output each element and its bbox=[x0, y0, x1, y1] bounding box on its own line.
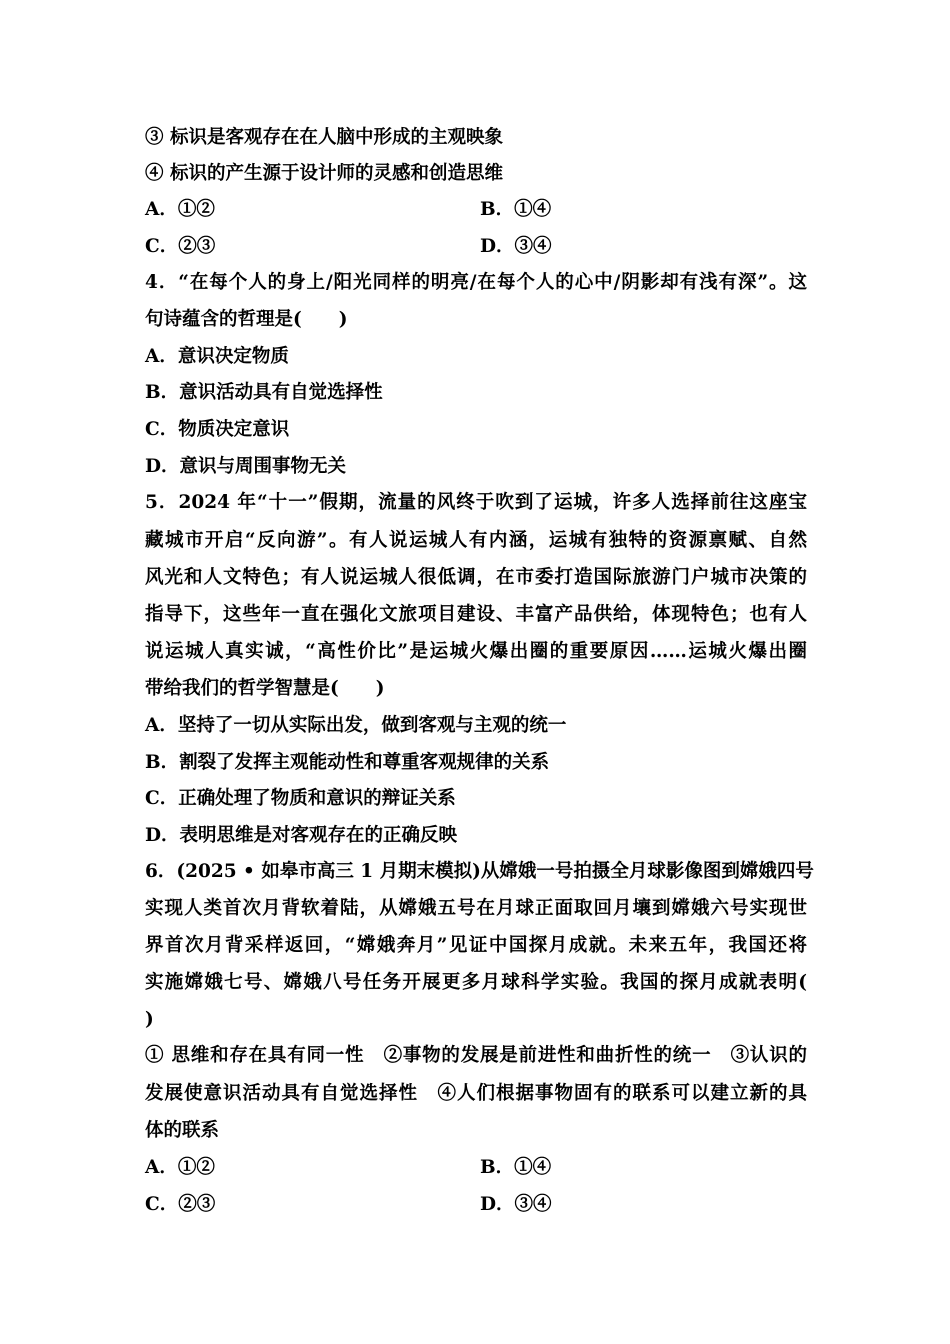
q6-stem-line-3: 界首次月背采样返回，“嫦娥奔月”见证中国探月成就。未来五年，我国还将 bbox=[145, 935, 807, 956]
q6-stem-line-4: 实施嫦娥七号、嫦娥八号任务开展更多月球科学实验。我国的探月成就表明( bbox=[145, 972, 807, 993]
q5-stem-line-6: 带给我们的哲学智慧是( ) bbox=[145, 678, 385, 699]
q5-choice-b: B．割裂了发挥主观能动性和尊重客观规律的关系 bbox=[145, 752, 550, 773]
q6-choice-c: C．②③ bbox=[145, 1194, 216, 1215]
q5-choice-d: D．表明思维是对客观存在的正确反映 bbox=[145, 825, 458, 846]
q6-choice-d: D．③④ bbox=[480, 1194, 552, 1215]
q5-choice-c: C．正确处理了物质和意识的辩证关系 bbox=[145, 788, 456, 809]
q3-option-3: ③ 标识是客观存在在人脑中形成的主观映象 bbox=[145, 127, 503, 148]
q5-stem-line-5: 说运城人真实诚，“高性价比”是运城火爆出圈的重要原因……运城火爆出圈 bbox=[145, 641, 807, 662]
q6-stem-line-2: 实现人类首次月背软着陆，从嫦娥五号在月球正面取回月壤到嫦娥六号实现世 bbox=[145, 898, 807, 919]
q6-choice-b: B．①④ bbox=[480, 1157, 552, 1178]
q6-stem-line-5: ) bbox=[145, 1009, 154, 1030]
q5-stem-line-1: 5．2024 年“十一”假期，流量的风终于吹到了运城，许多人选择前往这座宝 bbox=[145, 492, 807, 513]
q3-choice-a: A．①② bbox=[145, 199, 215, 220]
q5-stem-line-3: 风光和人文特色；有人说运城人很低调，在市委打造国际旅游门户城市决策的 bbox=[145, 567, 807, 588]
q4-stem-line-2: 句诗蕴含的哲理是( ) bbox=[145, 309, 348, 330]
q3-choice-b: B．①④ bbox=[480, 199, 552, 220]
q3-option-4: ④ 标识的产生源于设计师的灵感和创造思维 bbox=[145, 163, 503, 184]
q4-choice-d: D．意识与周围事物无关 bbox=[145, 456, 347, 477]
q4-stem-line-1: 4．“在每个人的身上/阳光同样的明亮/在每个人的心中/阴影却有浅有深”。这 bbox=[145, 272, 807, 293]
q5-choice-a: A．坚持了一切从实际出发，做到客观与主观的统一 bbox=[145, 715, 567, 736]
q3-choice-c: C．②③ bbox=[145, 236, 216, 257]
q5-stem-line-2: 藏城市开启“反向游”。有人说运城人有内涵，运城有独特的资源禀赋、自然 bbox=[145, 530, 807, 551]
q4-choice-c: C．物质决定意识 bbox=[145, 419, 290, 440]
q6-choice-a: A．①② bbox=[145, 1157, 215, 1178]
q6-stem-line-1: 6．(2025 • 如皋市高三 1 月期末模拟)从嫦娥一号拍摄全月球影像图到嫦娥四号 bbox=[145, 861, 814, 882]
q6-options-line-2: 发展使意识活动具有自觉选择性 ④人们根据事物固有的联系可以建立新的具 bbox=[145, 1083, 807, 1104]
q3-choice-d: D．③④ bbox=[480, 236, 552, 257]
q4-choice-b: B．意识活动具有自觉选择性 bbox=[145, 382, 383, 403]
q4-choice-a: A．意识决定物质 bbox=[145, 346, 289, 367]
q5-stem-line-4: 指导下，这些年一直在强化文旅项目建设、丰富产品供给，体现特色；也有人 bbox=[145, 604, 807, 625]
q6-options-line-3: 体的联系 bbox=[145, 1120, 220, 1141]
q6-options-line-1: ① 思维和存在具有同一性 ②事物的发展是前进性和曲折性的统一 ③认识的 bbox=[145, 1045, 807, 1066]
